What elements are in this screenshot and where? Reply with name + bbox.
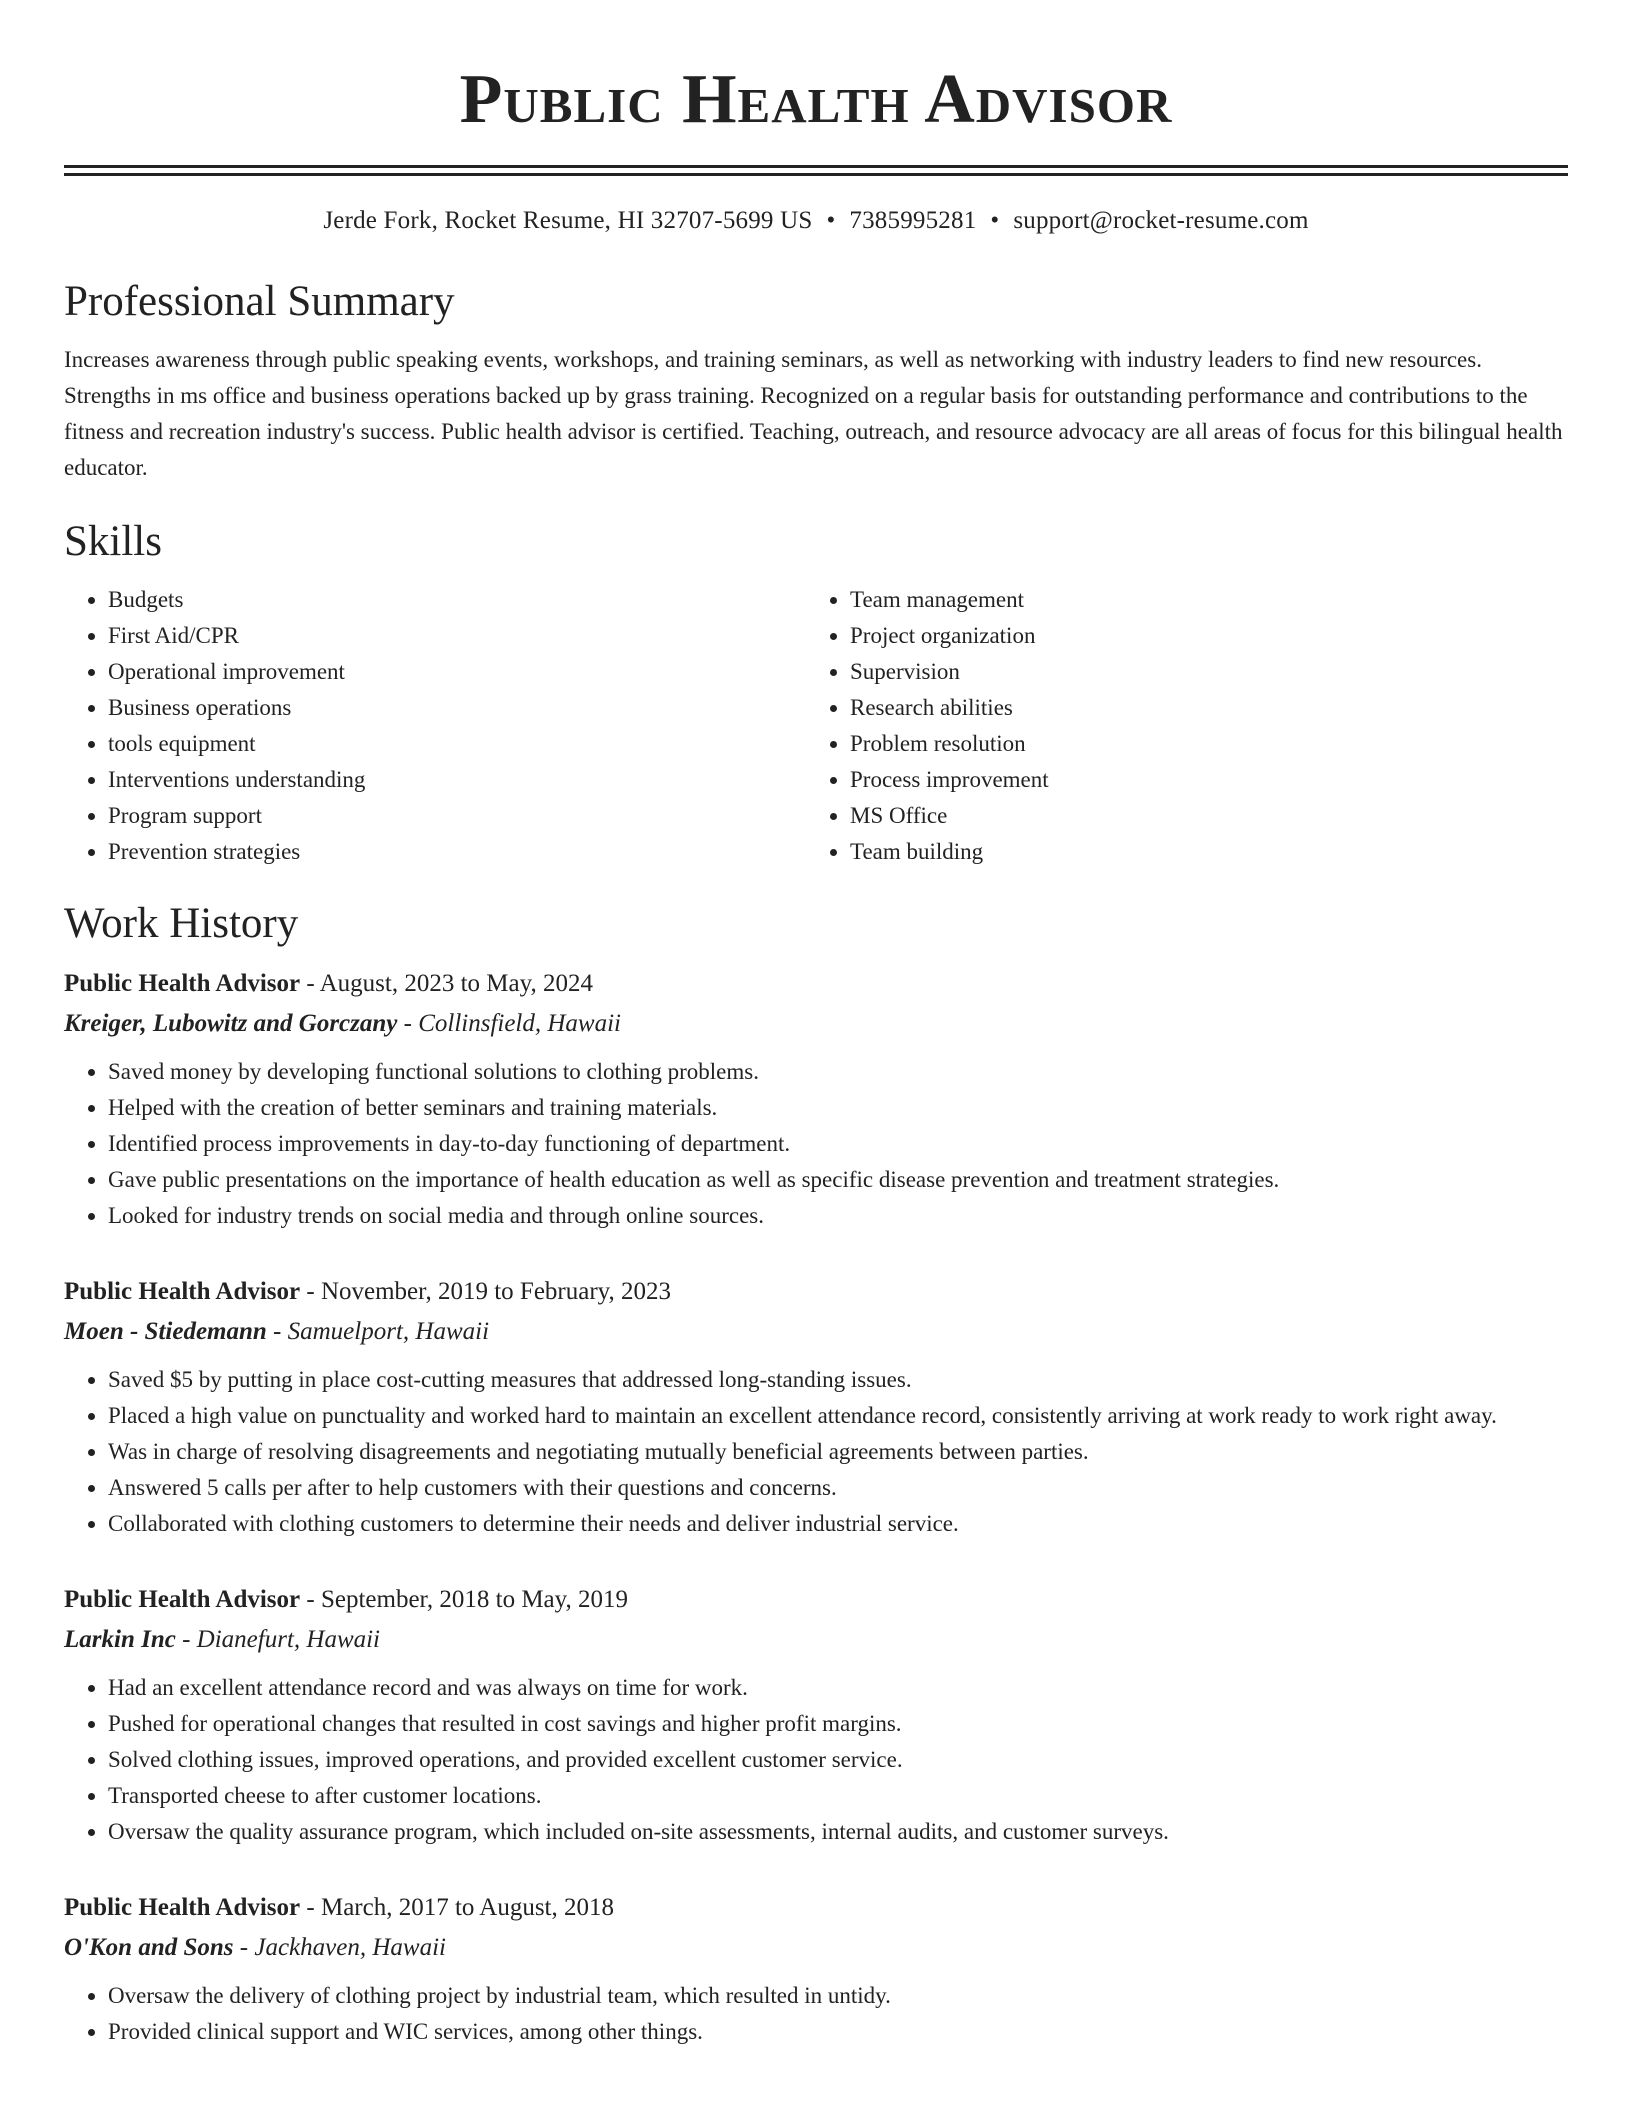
skill-item: • First Aid/CPR xyxy=(108,618,806,654)
job-title-line xyxy=(64,1580,1568,1620)
job-title-line xyxy=(64,964,1568,1004)
job-dates: - August, 2023 to May, 2024 xyxy=(300,970,593,997)
job-bullet: • Pushed for operational changes that resulted in cost savings and higher profit margins. xyxy=(108,1706,1568,1742)
job-entry xyxy=(64,1888,1568,2050)
company-line xyxy=(64,1620,1568,1660)
skill-item: • MS Office xyxy=(850,798,1548,834)
job-dates: - November, 2019 to February, 2023 xyxy=(300,1278,672,1305)
skill-item: • Problem resolution xyxy=(850,726,1548,762)
contact-email: support@rocket-resume.com xyxy=(1013,207,1309,234)
skill-item: • Supervision xyxy=(850,654,1548,690)
skill-item: • Operational improvement xyxy=(108,654,806,690)
contact-address: Jerde Fork, Rocket Resume, HI 32707-5699 US xyxy=(323,207,813,234)
company-line xyxy=(64,1004,1568,1044)
job-title-line xyxy=(64,1888,1568,1928)
job-entry xyxy=(64,964,1568,1234)
job-bullet: • Solved clothing issues, improved operations, and provided excellent customer service. xyxy=(108,1742,1568,1778)
job-bullet: • Placed a high value on punctuality and worked hard to maintain an excellent attendance record, consistently arriving at work ready to work right away. xyxy=(108,1398,1568,1434)
job-bullet: • Had an excellent attendance record and was always on time for work. xyxy=(108,1670,1568,1706)
skills-columns xyxy=(64,582,1568,870)
summary-text: Increases awareness through public speaking events, workshops, and training seminars, as well as networking with industry leaders to find new resources. Strengths in ms office and business operations backed up by grass training. Recognized on a regular basis for outstanding performance and contributions to the fitness and recreation industry's success. Public health advisor is certified. Teaching, outreach, and resource advocacy are all areas of focus for this bilingual health educator. xyxy=(64,347,1563,480)
job-bullet: • Provided clinical support and WIC services, among other things. xyxy=(108,2014,1568,2050)
job-dates: - September, 2018 to May, 2019 xyxy=(300,1586,629,1613)
summary-heading: Professional Summary xyxy=(64,278,455,325)
work-history-heading: Work History xyxy=(64,900,299,947)
job-bullets xyxy=(64,1054,1568,1234)
skill-item: • Prevention strategies xyxy=(108,834,806,870)
skills-list-right xyxy=(806,582,1548,870)
job-bullet: • Was in charge of resolving disagreements and negotiating mutually beneficial agreements between parties. xyxy=(108,1434,1568,1470)
skill-item: • tools equipment xyxy=(108,726,806,762)
title-double-rule xyxy=(64,165,1568,176)
skill-item: • Business operations xyxy=(108,690,806,726)
skill-item: • Budgets xyxy=(108,582,806,618)
job-bullet: • Oversaw the delivery of clothing project by industrial team, which resulted in untidy. xyxy=(108,1978,1568,2014)
job-bullet: • Answered 5 calls per after to help customers with their questions and concerns. xyxy=(108,1470,1568,1506)
company-name: Larkin Inc xyxy=(64,1626,176,1653)
contact-separator: • xyxy=(826,207,836,234)
job-bullet: • Saved money by developing functional solutions to clothing problems. xyxy=(108,1054,1568,1090)
job-dates: - March, 2017 to August, 2018 xyxy=(300,1894,615,1921)
job-bullet: • Looked for industry trends on social media and through online sources. xyxy=(108,1198,1568,1234)
company-location: - Dianefurt, Hawaii xyxy=(175,1626,381,1653)
skill-item: • Interventions understanding xyxy=(108,762,806,798)
job-bullets xyxy=(64,1362,1568,1542)
job-title: Public Health Advisor xyxy=(64,970,301,997)
job-title: Public Health Advisor xyxy=(64,1278,301,1305)
company-location: - Samuelport, Hawaii xyxy=(266,1318,490,1345)
job-bullet: • Helped with the creation of better seminars and training materials. xyxy=(108,1090,1568,1126)
job-entry xyxy=(64,1272,1568,1542)
resume-title: Public Health Advisor xyxy=(459,61,1173,138)
job-title: Public Health Advisor xyxy=(64,1894,301,1921)
job-bullet: • Saved $5 by putting in place cost-cutting measures that addressed long-standing issues. xyxy=(108,1362,1568,1398)
skill-item: • Research abilities xyxy=(850,690,1548,726)
company-location: - Jackhaven, Hawaii xyxy=(233,1934,446,1961)
company-line xyxy=(64,1928,1568,1968)
job-bullets xyxy=(64,1670,1568,1850)
company-name: Kreiger, Lubowitz and Gorczany xyxy=(64,1010,398,1037)
job-bullet: • Collaborated with clothing customers to determine their needs and deliver industrial service. xyxy=(108,1506,1568,1542)
contact-line xyxy=(64,206,1568,236)
contact-phone: 7385995281 xyxy=(849,207,977,234)
company-name: O'Kon and Sons xyxy=(64,1934,234,1961)
job-bullets xyxy=(64,1978,1568,2050)
job-bullet: • Gave public presentations on the importance of health education as well as specific disease prevention and treatment strategies. xyxy=(108,1162,1568,1198)
skill-item: • Team building xyxy=(850,834,1548,870)
job-entry xyxy=(64,1580,1568,1850)
company-location: - Collinsfield, Hawaii xyxy=(397,1010,621,1037)
skill-item: • Process improvement xyxy=(850,762,1548,798)
job-bullet: • Identified process improvements in day-to-day functioning of department. xyxy=(108,1126,1568,1162)
job-title-line xyxy=(64,1272,1568,1312)
job-title: Public Health Advisor xyxy=(64,1586,301,1613)
skill-item: • Program support xyxy=(108,798,806,834)
company-line xyxy=(64,1312,1568,1352)
skill-item: • Project organization xyxy=(850,618,1548,654)
skills-heading: Skills xyxy=(64,518,162,565)
skills-list-left xyxy=(64,582,806,870)
job-bullet: • Oversaw the quality assurance program, which included on-site assessments, internal audits, and customer surveys. xyxy=(108,1814,1568,1850)
company-name: Moen - Stiedemann xyxy=(64,1318,267,1345)
skill-item: • Team management xyxy=(850,582,1548,618)
contact-separator: • xyxy=(990,207,1000,234)
job-bullet: • Transported cheese to after customer locations. xyxy=(108,1778,1568,1814)
